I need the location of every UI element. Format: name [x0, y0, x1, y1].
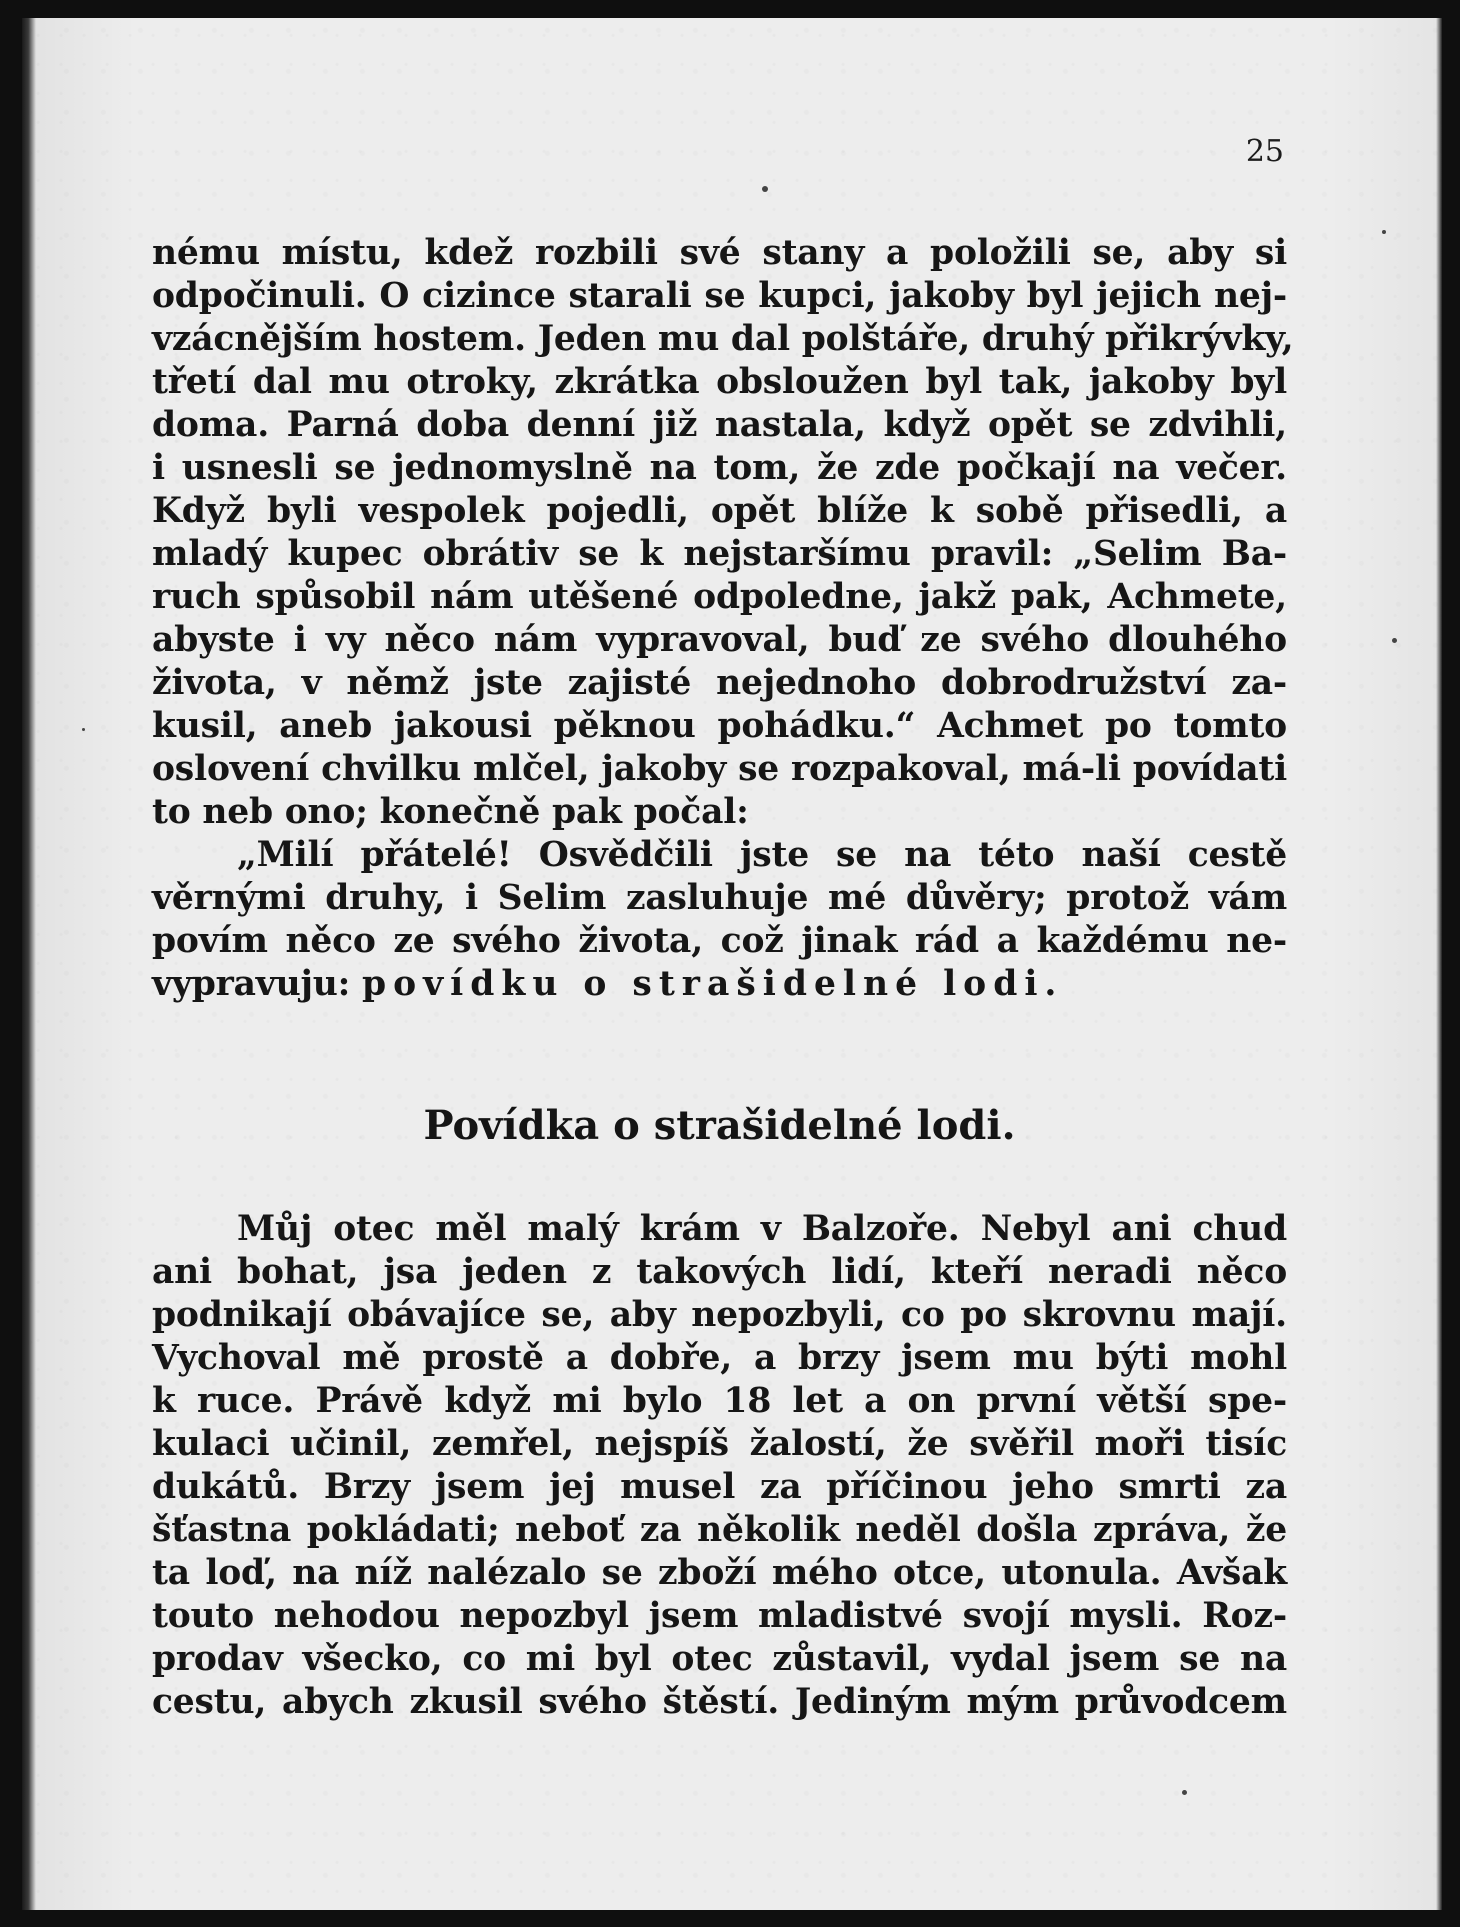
paper-speck [762, 186, 768, 192]
text-line: oslovení chvilku mlčel, jakoby se rozpakoval, má-li povídati [152, 749, 1287, 789]
text-line: mladý kupec obrátiv se k nejstaršímu pravil: „Selim Ba- [152, 534, 1287, 574]
text-line: vzácnějším hostem. Jeden mu dal polštáře, druhý přikrývky, [152, 319, 1294, 359]
page-spine-shadow [22, 18, 36, 1910]
text-line: to neb ono; konečně pak počal: [152, 792, 749, 832]
page-number: 25 [1245, 134, 1284, 169]
paper-speck [82, 728, 85, 731]
text-line: věrnými druhy, i Selim zasluhuje mé důvěry; protož vám [152, 878, 1287, 918]
text-line: abyste i vy něco nám vypravoval, buď ze svého dlouhého [152, 620, 1287, 660]
text-line: prodav všecko, co mi byl otec zůstavil, vydal jsem se na [152, 1639, 1287, 1679]
text-line: „Milí přátelé! Osvědčili jste se na této naší cestě [237, 835, 1287, 875]
text-line: Vychoval mě prostě a dobře, a brzy jsem mu býti mohl [152, 1338, 1287, 1378]
paper-speck [1392, 638, 1397, 643]
text-line: nému místu, kdež rozbili své stany a položili se, aby si [152, 233, 1287, 273]
text-line: života, v němž jste zajisté nejednoho dobrodružství za- [152, 663, 1287, 703]
text-line: Když byli vespolek pojedli, opět blíže k sobě přisedli, a [152, 491, 1287, 531]
text-line: Můj otec měl malý krám v Balzoře. Nebyl ani chud [237, 1209, 1287, 1249]
text-line: povím něco ze svého života, což jinak rád a každému ne- [152, 921, 1287, 961]
text-fragment: vypravuju: [152, 964, 351, 1004]
spaced-story-title: povídku o strašidelné lodi. [362, 964, 1064, 1004]
story-text-lower [152, 1208, 1287, 1724]
text-line: kusil, aneb jakousi pěknou pohádku.“ Achmet po tomto [152, 706, 1287, 746]
text-line: touto nehodou nepozbyl jsem mladistvé svojí mysli. Roz- [152, 1596, 1287, 1636]
story-text-upper [152, 232, 1294, 1006]
page-edge-shadow [1436, 18, 1442, 1910]
text-line: i usnesli se jednomyslně na tom, že zde počkají na večer. [152, 448, 1287, 488]
text-line: cestu, abych zkusil svého štěstí. Jediným mým průvodcem [152, 1682, 1287, 1722]
text-line: ani bohat, jsa jeden z takových lidí, kteří neradi něco [152, 1252, 1287, 1292]
text-line-last [152, 963, 1287, 1006]
text-line: doma. Parná doba denní již nastala, když opět se zdvihli, [152, 405, 1287, 445]
text-line: ta loď, na níž nalézalo se zboží mého otce, utonula. Avšak [152, 1553, 1287, 1593]
text-line: k ruce. Právě když mi bylo 18 let a on první větší spe- [152, 1381, 1287, 1421]
text-line: šťastna pokládati; neboť za několik neděl došla zpráva, že [152, 1510, 1287, 1550]
paper-speck [1182, 1790, 1187, 1795]
paper-speck [1382, 230, 1386, 234]
section-heading: Povídka o strašidelné lodi. [423, 1102, 1016, 1149]
text-line: odpočinuli. O cizince starali se kupci, jakoby byl jejich nej- [152, 276, 1287, 316]
text-line: kulaci učinil, zemřel, nejspíš žalostí, že svěřil moři tisíc [152, 1424, 1287, 1464]
text-line: podnikají obávajíce se, aby nepozbyli, co po skrovnu mají. [152, 1295, 1287, 1335]
text-line: ruch spůsobil nám utěšené odpoledne, jakž pak, Achmete, [152, 577, 1287, 617]
book-page [22, 18, 1442, 1910]
text-line: dukátů. Brzy jsem jej musel za příčinou jeho smrti za [152, 1467, 1287, 1507]
text-line: třetí dal mu otroky, zkrátka obsloužen byl tak, jakoby byl [152, 362, 1287, 402]
